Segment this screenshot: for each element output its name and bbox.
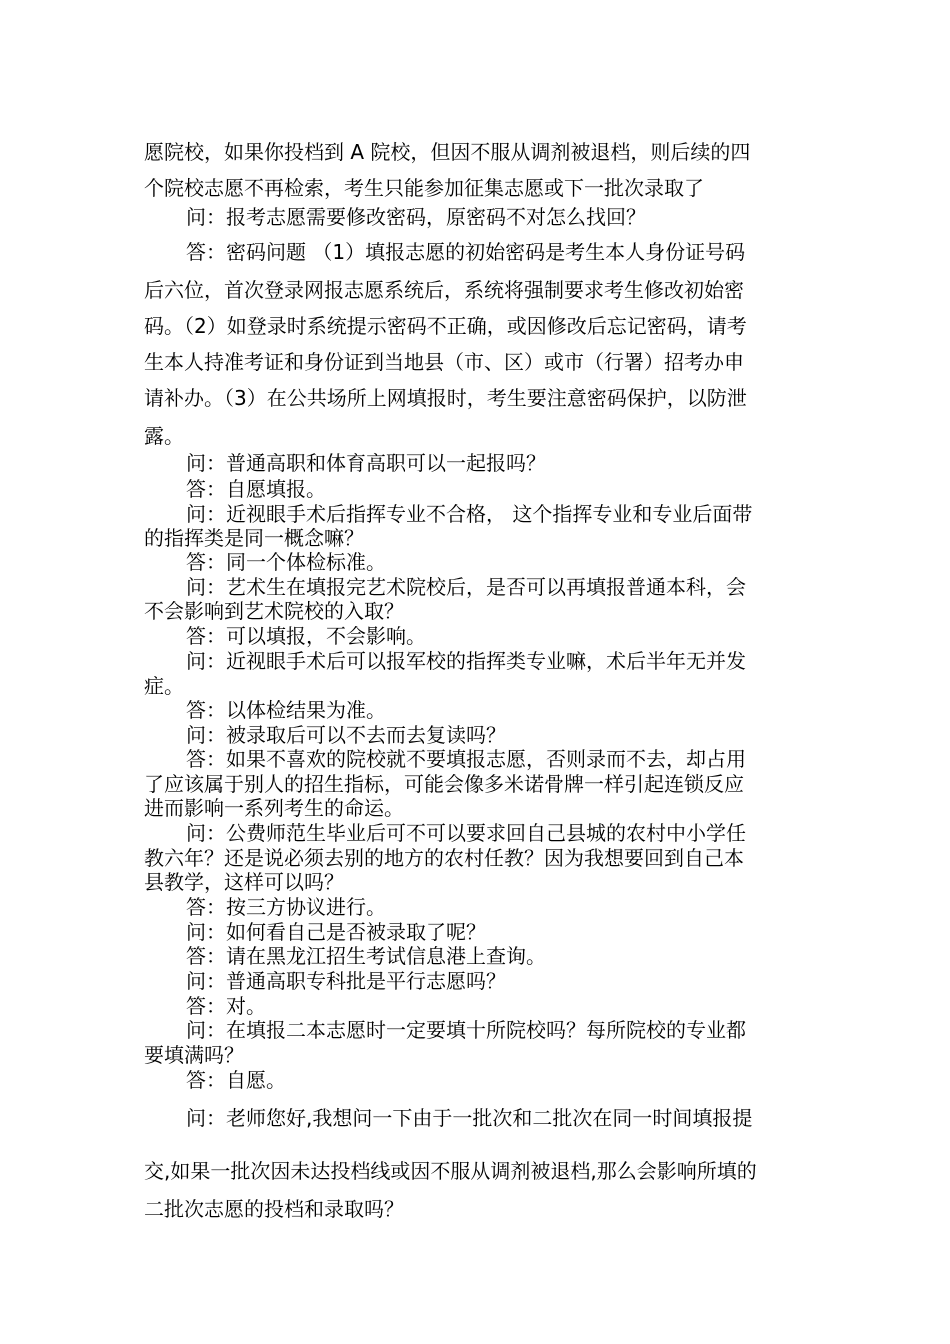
text-line-5: 后六位，首次登录网报志愿系统后，系统将强制要求考生修改初始密 xyxy=(144,278,744,302)
text-line-27: 县教学，这样可以吗？ xyxy=(144,870,344,894)
text-line-25: 问：公费师范生毕业后可不可以要求回自己县城的农村中小学任 xyxy=(186,821,746,845)
text-line-3: 问：报考志愿需要修改密码，原密码不对怎么找回？ xyxy=(186,205,646,229)
text-line-19: 症。 xyxy=(144,674,184,698)
text-line-13: 的指挥类是同一概念嘛？ xyxy=(144,526,364,550)
text-line-35: 答：自愿。 xyxy=(186,1068,286,1092)
text-line-23: 了应该属于别人的招生指标，可能会像多米诺骨牌一样引起连锁反应 xyxy=(144,772,744,796)
text-line-33: 问：在填报二本志愿时一定要填十所院校吗？每所院校的专业都 xyxy=(186,1018,746,1042)
text-line-28: 答：按三方协议进行。 xyxy=(186,895,386,919)
text-line-36: 问：老师您好,我想问一下由于一批次和二批次在同一时间填报提 xyxy=(186,1106,753,1130)
text-line-22: 答：如果不喜欢的院校就不要填报志愿，否则录而不去，却占用 xyxy=(186,747,746,771)
text-line-1: 愿院校，如果你投档到 A 院校，但因不服从调剂被退档，则后续的四 xyxy=(144,140,751,164)
text-line-12: 问：近视眼手术后指挥专业不合格， 这个指挥专业和专业后面带 xyxy=(186,502,753,526)
text-line-32: 答：对。 xyxy=(186,994,266,1018)
text-line-8: 请补办。（3）在公共场所上网填报时，考生要注意密码保护，以防泄 xyxy=(144,386,747,410)
text-line-11: 答：自愿填报。 xyxy=(186,477,326,501)
text-line-31: 问：普通高职专科批是平行志愿吗？ xyxy=(186,969,506,993)
text-line-7: 生本人持准考证和身份证到当地县（市、区）或市（行署）招考办申 xyxy=(144,350,744,374)
text-line-26: 教六年？还是说必须去别的地方的农村任教？因为我想要回到自己本 xyxy=(144,846,744,870)
text-line-10: 问：普通高职和体育高职可以一起报吗？ xyxy=(186,451,546,475)
text-line-21: 问：被录取后可以不去而去复读吗？ xyxy=(186,723,506,747)
text-line-37: 交,如果一批次因未达投档线或因不服从调剂被退档,那么会影响所填的 xyxy=(144,1159,757,1183)
text-line-34: 要填满吗？ xyxy=(144,1043,244,1067)
text-line-24: 进而影响一系列考生的命运。 xyxy=(144,796,404,820)
text-line-6: 码。（2）如登录时系统提示密码不正确，或因修改后忘记密码，请考 xyxy=(144,314,747,338)
text-line-30: 答：请在黑龙江招生考试信息港上查询。 xyxy=(186,944,546,968)
text-line-14: 答：同一个体检标准。 xyxy=(186,550,386,574)
text-line-38: 二批次志愿的投档和录取吗？ xyxy=(144,1197,404,1221)
text-line-20: 答：以体检结果为准。 xyxy=(186,698,386,722)
text-line-18: 问：近视眼手术后可以报军校的指挥类专业嘛，术后半年无并发 xyxy=(186,649,746,673)
text-line-15: 问：艺术生在填报完艺术院校后，是否可以再填报普通本科，会 xyxy=(186,575,746,599)
text-line-9: 露。 xyxy=(144,424,184,448)
text-line-17: 答：可以填报，不会影响。 xyxy=(186,624,426,648)
text-line-2: 个院校志愿不再检索，考生只能参加征集志愿或下一批次录取了 xyxy=(144,176,704,200)
text-line-4: 答：密码问题 （1）填报志愿的初始密码是考生本人身份证号码 xyxy=(186,240,746,264)
text-line-29: 问：如何看自己是否被录取了呢？ xyxy=(186,920,486,944)
text-line-16: 不会影响到艺术院校的入取？ xyxy=(144,599,404,623)
